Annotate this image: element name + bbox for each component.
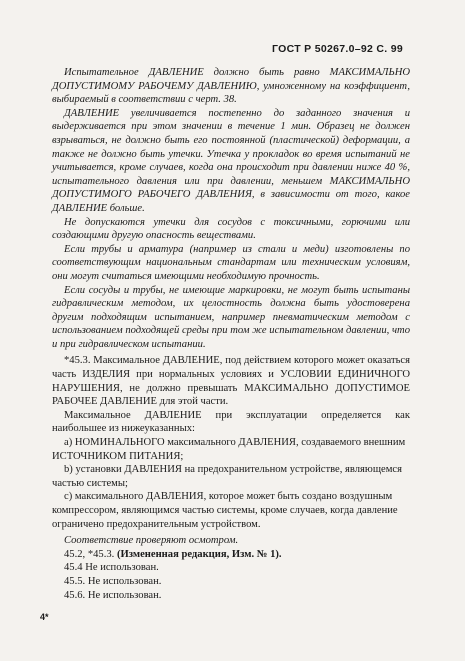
amendment-prefix: 45.2, *45.3. — [64, 548, 115, 560]
list-item: b) установки ДАВЛЕНИЯ на предохранительном устройстве, являющемся частью системы; — [52, 464, 402, 489]
paragraph-max-pressure: Максимальное ДАВЛЕНИЕ при эксплуатации определяется как наибольшее из нижеуказанных: — [52, 409, 410, 435]
page-body — [52, 66, 410, 602]
paragraph-no-leaks: Не допускаются утечки для сосудов с токсичными, горючими или создающими другую опасность веществами. — [52, 216, 410, 242]
footer-mark: 4* — [40, 612, 49, 622]
list-item: с) максимального ДАВЛЕНИЯ, которое может быть создано воздушным компрессором, являющимся частью системы, кроме случаев, когда давление ограничено предохранительным устройством. — [52, 491, 398, 530]
page-header: ГОСТ Р 50267.0–92 С. 99 — [272, 43, 403, 55]
pressure-list — [52, 436, 410, 531]
amendment-note — [52, 548, 410, 562]
compliance-note: Соответствие проверяют осмотром. — [64, 535, 239, 547]
amendment-text: (Измененная редакция, Изм. № 1). — [116, 548, 282, 560]
clause-unused: 45.5. Не использован. — [64, 575, 162, 587]
clause-unused: 45.4 Не использован. — [64, 562, 159, 574]
paragraph-test-pressure: Испытательное ДАВЛЕНИЕ должно быть равно МАКСИМАЛЬНО ДОПУСТИМОМУ РАБОЧЕМУ ДАВЛЕНИЮ, умноженному на коэффициент, выбираемый в соответствии с черт. 38. — [52, 67, 410, 106]
clause-45-3: *45.3. Максимальное ДАВЛЕНИЕ, под действием которого может оказаться часть ИЗДЕЛИЯ при нормальных условиях и УСЛОВИИ ЕДИНИЧНОГО НАРУШЕНИЯ, не должно превышать МАКСИМАЛЬНО ДОПУСТИМОЕ РАБОЧЕЕ ДАВЛЕНИЕ для этой части. — [52, 355, 410, 408]
paragraph-pipes-fittings: Если трубы и арматура (например из стали и меди) изготовлены по соответствующим национальным стандартам или техническим условиям, они могут считаться имеющими необходимую прочность. — [52, 243, 410, 282]
paragraph-pressure-increase: ДАВЛЕНИЕ увеличивается постепенно до заданного значения и выдерживается при этом значении в течение 1 мин. Образец не должен взрываться, не должно быть его постоянной (пластической) деформации, а также не должно быть утечки. Утечка у прокладок во время испытаний не учитывается, кроме случаев, когда она происходит при давлении ниже 40 %, испытательного давления или при давлении, меньшем МАКСИМАЛЬНО ДОПУСТИМОГО РАБОЧЕГО ДАВЛЕНИЯ, в зависимости от того, какое ДАВЛЕНИЕ больше. — [52, 107, 410, 214]
paragraph-unmarked-vessels: Если сосуды и трубы, не имеющие маркировки, не могут быть испытаны гидравлическим методом, их целостность должна быть удостоверена другим подходящим испытанием, например пневматическим методом с использованием подходящей среды при том же испытательном давлении, что и при гидравлическом испытании. — [52, 284, 410, 350]
list-item: а) НОМИНАЛЬНОГО максимального ДАВЛЕНИЯ, создаваемого внешним ИСТОЧНИКОМ ПИТАНИЯ; — [52, 437, 406, 462]
clause-unused: 45.6. Не использован. — [64, 589, 162, 601]
